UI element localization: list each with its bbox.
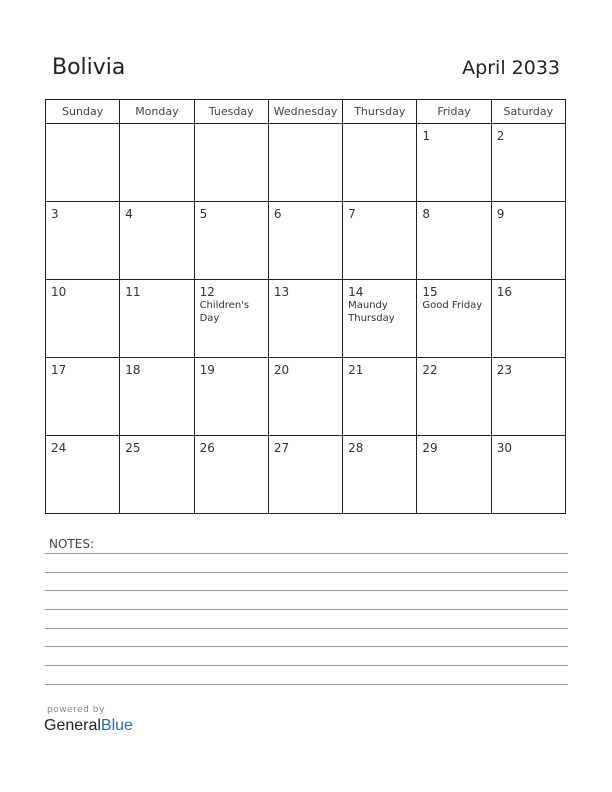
- day-cell: [268, 280, 342, 358]
- day-cell: [268, 358, 342, 436]
- day-number: 22: [422, 363, 438, 377]
- day-number: 23: [496, 363, 512, 377]
- day-number: 21: [348, 363, 364, 377]
- day-cell: [194, 280, 268, 358]
- weekday-header: Friday: [417, 100, 491, 124]
- day-number: 29: [422, 441, 438, 455]
- day-number: [46, 124, 119, 130]
- month-year-title: April 2033: [462, 57, 560, 79]
- day-number: [269, 124, 342, 130]
- day-number: 16: [496, 285, 512, 299]
- notes-line: [45, 665, 568, 666]
- day-cell: [417, 436, 491, 514]
- day-cell: [491, 280, 565, 358]
- country-title: Bolivia: [52, 55, 126, 80]
- day-cell: [268, 124, 342, 202]
- weekday-header: Monday: [120, 100, 194, 124]
- day-number: 19: [199, 363, 215, 377]
- day-number: 9: [496, 207, 505, 221]
- day-cell: [120, 124, 194, 202]
- day-cell: [343, 358, 417, 436]
- day-number: 8: [422, 207, 431, 221]
- day-cell: [491, 436, 565, 514]
- day-number: 11: [125, 285, 141, 299]
- holiday-label: Good Friday: [422, 300, 483, 311]
- day-cell: [491, 202, 565, 280]
- week-row: [46, 280, 566, 358]
- day-number: 2: [496, 129, 505, 143]
- brand-general: General: [44, 717, 101, 734]
- notes-line: [45, 572, 568, 573]
- day-number: 5: [199, 207, 208, 221]
- weekday-header: Tuesday: [194, 100, 268, 124]
- day-cell: [417, 280, 491, 358]
- day-number: 25: [125, 441, 141, 455]
- generalblue-logo[interactable]: [44, 717, 133, 735]
- brand-blue: Blue: [100, 717, 133, 734]
- holiday-label: Children's Day: [199, 300, 250, 324]
- week-row: [46, 124, 566, 202]
- day-number: 20: [273, 363, 290, 377]
- day-number: 18: [125, 363, 141, 377]
- day-number: 24: [51, 441, 67, 455]
- day-number: 7: [348, 207, 356, 221]
- day-cell: [120, 358, 194, 436]
- day-cell: [120, 280, 194, 358]
- weekday-header: Wednesday: [268, 100, 342, 124]
- day-cell: [194, 124, 268, 202]
- day-cell: [343, 280, 417, 358]
- day-number: [195, 124, 268, 130]
- weekday-header: Sunday: [46, 100, 120, 124]
- weekday-header: Thursday: [343, 100, 417, 124]
- day-number: 13: [273, 285, 290, 299]
- day-number: 6: [273, 207, 282, 221]
- day-cell: [268, 436, 342, 514]
- day-cell: [46, 124, 120, 202]
- day-cell: [343, 124, 417, 202]
- day-cell: [194, 202, 268, 280]
- day-cell: [46, 358, 120, 436]
- week-row: [46, 202, 566, 280]
- day-cell: [417, 124, 491, 202]
- day-number: 30: [496, 441, 512, 455]
- weekday-header-row: [46, 100, 566, 124]
- day-cell: [120, 436, 194, 514]
- day-cell: [491, 124, 565, 202]
- week-row: [46, 358, 566, 436]
- notes-line: [45, 553, 568, 554]
- day-number: 4: [125, 207, 133, 221]
- day-number: 17: [51, 363, 67, 377]
- notes-line: [45, 590, 568, 591]
- day-cell: [46, 436, 120, 514]
- weekday-header: Saturday: [491, 100, 565, 124]
- holiday-label: Maundy Thursday: [348, 300, 395, 324]
- notes-line: [45, 684, 568, 685]
- day-cell: [417, 202, 491, 280]
- calendar-grid: [45, 99, 566, 514]
- day-cell: [343, 202, 417, 280]
- day-number: 14: [348, 285, 364, 299]
- notes-line: [45, 609, 568, 610]
- day-cell: [194, 358, 268, 436]
- day-cell: [268, 202, 342, 280]
- day-number: 12: [199, 285, 215, 299]
- day-number: 15: [422, 285, 438, 299]
- calendar-body: [46, 124, 566, 514]
- week-row: [46, 436, 566, 514]
- powered-by-text: powered by: [47, 705, 105, 715]
- day-number: [120, 124, 193, 130]
- day-number: 28: [348, 441, 364, 455]
- day-cell: [194, 436, 268, 514]
- day-cell: [417, 358, 491, 436]
- day-cell: [46, 202, 120, 280]
- notes-label: NOTES:: [49, 537, 94, 551]
- notes-line: [45, 646, 568, 647]
- day-cell: [343, 436, 417, 514]
- day-number: 26: [199, 441, 215, 455]
- day-cell: [491, 358, 565, 436]
- day-cell: [46, 280, 120, 358]
- day-number: 3: [51, 207, 59, 221]
- day-number: 27: [273, 441, 290, 455]
- day-cell: [120, 202, 194, 280]
- notes-line: [45, 628, 568, 629]
- day-number: 1: [422, 129, 431, 143]
- day-number: 10: [51, 285, 67, 299]
- day-number: [343, 124, 416, 130]
